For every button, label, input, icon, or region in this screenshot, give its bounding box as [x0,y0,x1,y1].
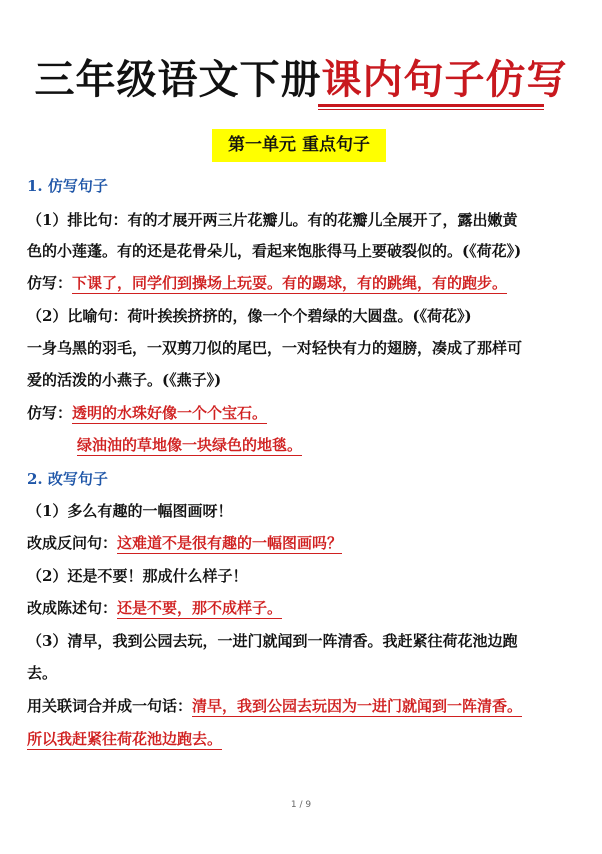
answer-text: 清早，我到公园去玩因为一进门就闻到一阵清香。 [192,697,523,715]
answer-label: 用关联词合并成一句话： [27,697,193,715]
answer-label: 仿写： [27,274,73,292]
unit-label: 第一单元 重点句子 [212,129,386,162]
answer-text: 还是不要，那不成样子。 [117,599,283,617]
s1-item2-line1: （2）比喻句：荷叶挨挨挤挤的，像一个个碧绿的大圆盘。(《荷花》) [27,307,472,325]
answer-text: 透明的水珠好像一个个宝石。 [72,404,268,422]
s2-item3-line1: （3）清早，我到公园去玩，一进门就闻到一阵清香。我赶紧往荷花池边跑 [27,632,518,650]
page-number: 1 / 9 [290,800,312,810]
title-main: 三年级语文下册 [34,57,322,103]
answer-text: 绿油油的草地像一块绿色的地毯。 [77,436,303,454]
answer-text: 所以我赶紧往荷花池边跑去。 [27,730,223,748]
s1-item2-line2: 一身乌黑的羽毛，一双剪刀似的尾巴，一对轻快有力的翅膀，凑成了那样可 [27,339,523,357]
s2-item3-line2: 去。 [27,664,58,682]
s2-item3-answer-row [27,695,522,717]
section2-heading: 2. 改写句子 [27,470,108,488]
s1-item2-answer-row [27,402,267,424]
s1-item1-answer-row [27,272,507,294]
answer-text: 下课了，同学们到操场上玩耍。有的踢球，有的跳绳，有的跑步。 [72,274,508,292]
s2-item2-line: （2）还是不要！那成什么样子！ [27,567,248,585]
s1-item2-line3: 爱的活泼的小燕子。(《燕子》) [27,371,222,389]
answer-label: 仿写： [27,404,73,422]
s2-item1-answer-row [27,532,342,554]
answer-label: 改成反问句： [27,534,118,552]
s2-item2-answer-row [27,597,282,619]
s1-item2-answer2-row [77,434,302,456]
page-title [0,56,602,104]
section1-heading: 1. 仿写句子 [27,177,108,195]
title-underline-thin [318,109,544,110]
answer-text: 这难道不是很有趣的一幅图画吗？ [117,534,343,552]
s1-item1-line2: 色的小莲蓬。有的还是花骨朵儿，看起来饱胀得马上要破裂似的。(《荷花》) [27,242,522,260]
s1-item1-line1: （1）排比句：有的才展开两三片花瓣儿。有的花瓣儿全展开了，露出嫩黄 [27,211,518,229]
title-underline [318,104,544,107]
s2-item3-answer2-row [27,728,222,750]
s2-item1-line: （1）多么有趣的一幅图画呀！ [27,502,233,520]
answer-label: 改成陈述句： [27,599,118,617]
title-highlight: 课内句子仿写 [321,57,568,103]
